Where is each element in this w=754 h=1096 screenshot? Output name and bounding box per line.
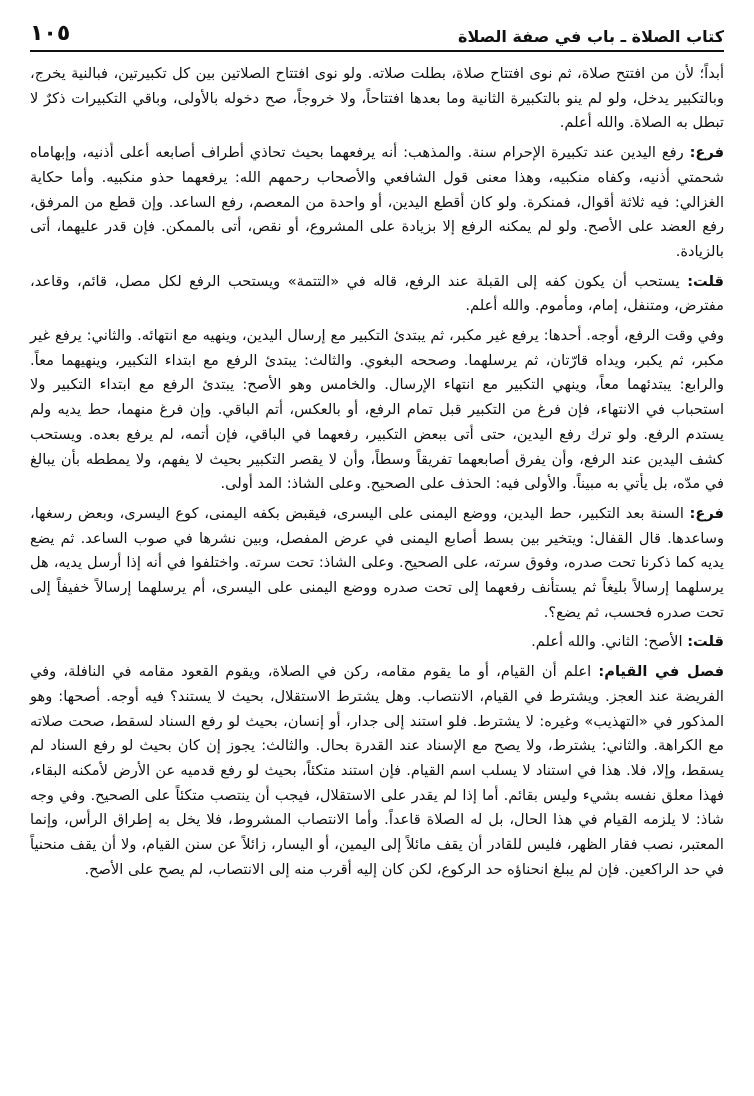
paragraph-lead: فرع:	[689, 144, 725, 162]
paragraph-4	[30, 324, 724, 497]
paragraph-lead: قلت:	[687, 633, 724, 651]
running-head: كتاب الصلاة ـ باب في صفة الصلاة	[458, 27, 724, 46]
header-rule	[30, 50, 724, 52]
paragraph-lead: فرع:	[689, 504, 724, 522]
section-heading: فصل في القيام:	[598, 663, 725, 681]
paragraph-text: وفي وقت الرفع، أوجه. أحدها: يرفع غير مكبر، ثم يبتدئ التكبير مع إرسال اليدين، وينهيه مع انتهائه. والثاني: يرفع غير مكبر، ثم يكبر، ويداه قارّتان، ثم يرسلهما. وصححه البغوي. والثالث: يبتدئ الرفع مع ابتداء التكبير، وينهيهما معاً. والرابع: يبتدئهما معاً، وينهي التكبير مع انتهاء الإرسال. والخامس وهو الأصح: يبتدئ الرفع مع ابتداء التكبير ولا استحباب في الانتهاء، فإن فرغ من التكبير قبل تمام الرفع، أو بالعكس، أتم الباقي. وإن فرغ منهما، حط يديه ولم يستدم الرفع. ولو ترك رفع اليدين، حتى أتى ببعض التكبير، رفعهما في الباقي، فإن أتمه، لم يرفع بعده. ويستحب كشف اليدين عند الرفع، وأن يفرق أصابعهما تفريقاً وسطاً، وأن لا يقصر التكبير بحيث لا يفهم، ولا يمططه بأن يبالغ في مدّه، بل يأتي به مبيناً. والأولى فيه: الحذف على الصحيح. وعلى الشاذ: المد أولى.	[30, 327, 724, 493]
paragraph-text: رفع اليدين عند تكبيرة الإحرام سنة. والمذهب: أنه يرفعهما بحيث تحاذي أطراف أصابعه أعلى أذنيه، وإبهاماه شحمتي أذنيه، وكفاه منكبيه، وهذا معنى قول الشافعي والأصحاب رحمهم الله: يرفعهما حذو منكبيه. وأما حكاية الغزالي: فيه ثلاثة أقوال، فمنكرة. ولو كان أقطع اليدين، أو واحدة من المعصم، رفع الساعد. وإن قطع من المرفق، رفع العضد على الأصح. ولو لم يمكنه الرفع إلا بزيادة على المشروع، أو نقص، أتى بالممكن. فإن قدر عليهما، أتى بالزيادة.	[30, 144, 724, 260]
paragraph-text: اعلم أن القيام، أو ما يقوم مقامه، ركن في الصلاة، ويقوم القعود مقامه في النافلة، وفي الفريضة عند العجز. ويشترط في القيام، الانتصاب. وهل يشترط الاستقلال، بحيث لا يستند؟ فيه أوجه. أصحها: وهو المذكور في «التهذيب» وغيره: لا يشترط. فلو استند إلى جدار، أو إنسان، بحيث لو رفع السناد لسقط، صحت صلاته مع الكراهة. والثاني: يشترط، ولا يصح مع الإسناد عند القدرة بحال. والثالث: يجوز إن كان بحيث لو رفع السناد لم يسقط، وإلا، فلا. هذا في استناد لا يسلب اسم القيام. فإن استند متكئاً، بحيث لو رفع قدميه عن الأرض لأمكنه البقاء، فهذا معلق نفسه بشيء وليس بقائم. أما إذا لم يقدر على الاستقلال، فيجب أن ينتصب متكئاً على الصحيح. وفي وجه شاذ: لا يلزمه القيام في هذا الحال، بل له الصلاة قاعداً. وأما الانتصاب المشروط، فلا يخل به إطراق الرأس، وإنما المعتبر، نصب فقار الظهر، فليس للقادر أن يقف مائلاً إلى اليمين، أو اليسار، زائلاً عن سنن القيام، ولا أن يقف منحنياً في حد الراكعين. فإن لم يبلغ انحناؤه حد الركوع، لكن كان إليه أقرب منه إلى الانتصاب، لم يصح على الأصح.	[30, 663, 724, 878]
paragraph-1	[30, 62, 724, 136]
paragraph-text: أبداً؛ لأن من افتتح صلاة، ثم نوى افتتاح صلاة، بطلت صلاته. ولو نوى افتتاح الصلاتين بين كل تكبيرتين، فبالنية يخرج، وبالتكبير يدخل، ولو لم ينو بالتكبيرة الثانية وما بعدها افتتاحاً، ولا خروجاً، صح دخوله بالأولى، وباقي التكبيرات ذكرٌ لا تبطل به الصلاة. والله أعلم.	[30, 65, 724, 132]
page-body	[30, 62, 724, 888]
paragraph-3	[30, 270, 724, 319]
paragraph-text: السنة بعد التكبير، حط اليدين، ووضع اليمنى على اليسرى، فيقبض بكفه اليمنى، كوع اليسرى، وبعض رسغها، وساعدها. قال القفال: ويتخير بين بسط أصابع اليمنى في عرض المفصل، وبين نشرها في صوب الساعد. ثم يضع يديه كما ذكرنا تحت صدره، وفوق سرته، على الصحيح. وعلى الشاذ: تحت سرته. واختلفوا في أنه إذا أرسل يديه، هل يرسلهما إرسالاً بليغاً ثم يستأنف رفعهما إلى تحت صدره ووضع اليمنى على اليسرى، أم يرسلهما إرسالاً خفيفاً إلى تحت صدره فحسب، ثم يضع؟.	[30, 504, 724, 621]
paragraph-7	[30, 660, 724, 882]
paragraph-6	[30, 630, 724, 655]
page-header	[30, 18, 724, 46]
paragraph-5	[30, 502, 724, 626]
paragraph-lead: قلت:	[687, 272, 724, 290]
paragraph-text: يستحب أن يكون كفه إلى القبلة عند الرفع، قاله في «التتمة» ويستحب الرفع لكل مصل، قائم، وقاعد، مفترض، ومتنفل، إمام، ومأموم. والله أعلم.	[30, 272, 724, 315]
paragraph-text: الأصح: الثاني. والله أعلم.	[531, 633, 683, 651]
paragraph-2	[30, 141, 724, 265]
page-number: ١٠٥	[30, 21, 71, 46]
